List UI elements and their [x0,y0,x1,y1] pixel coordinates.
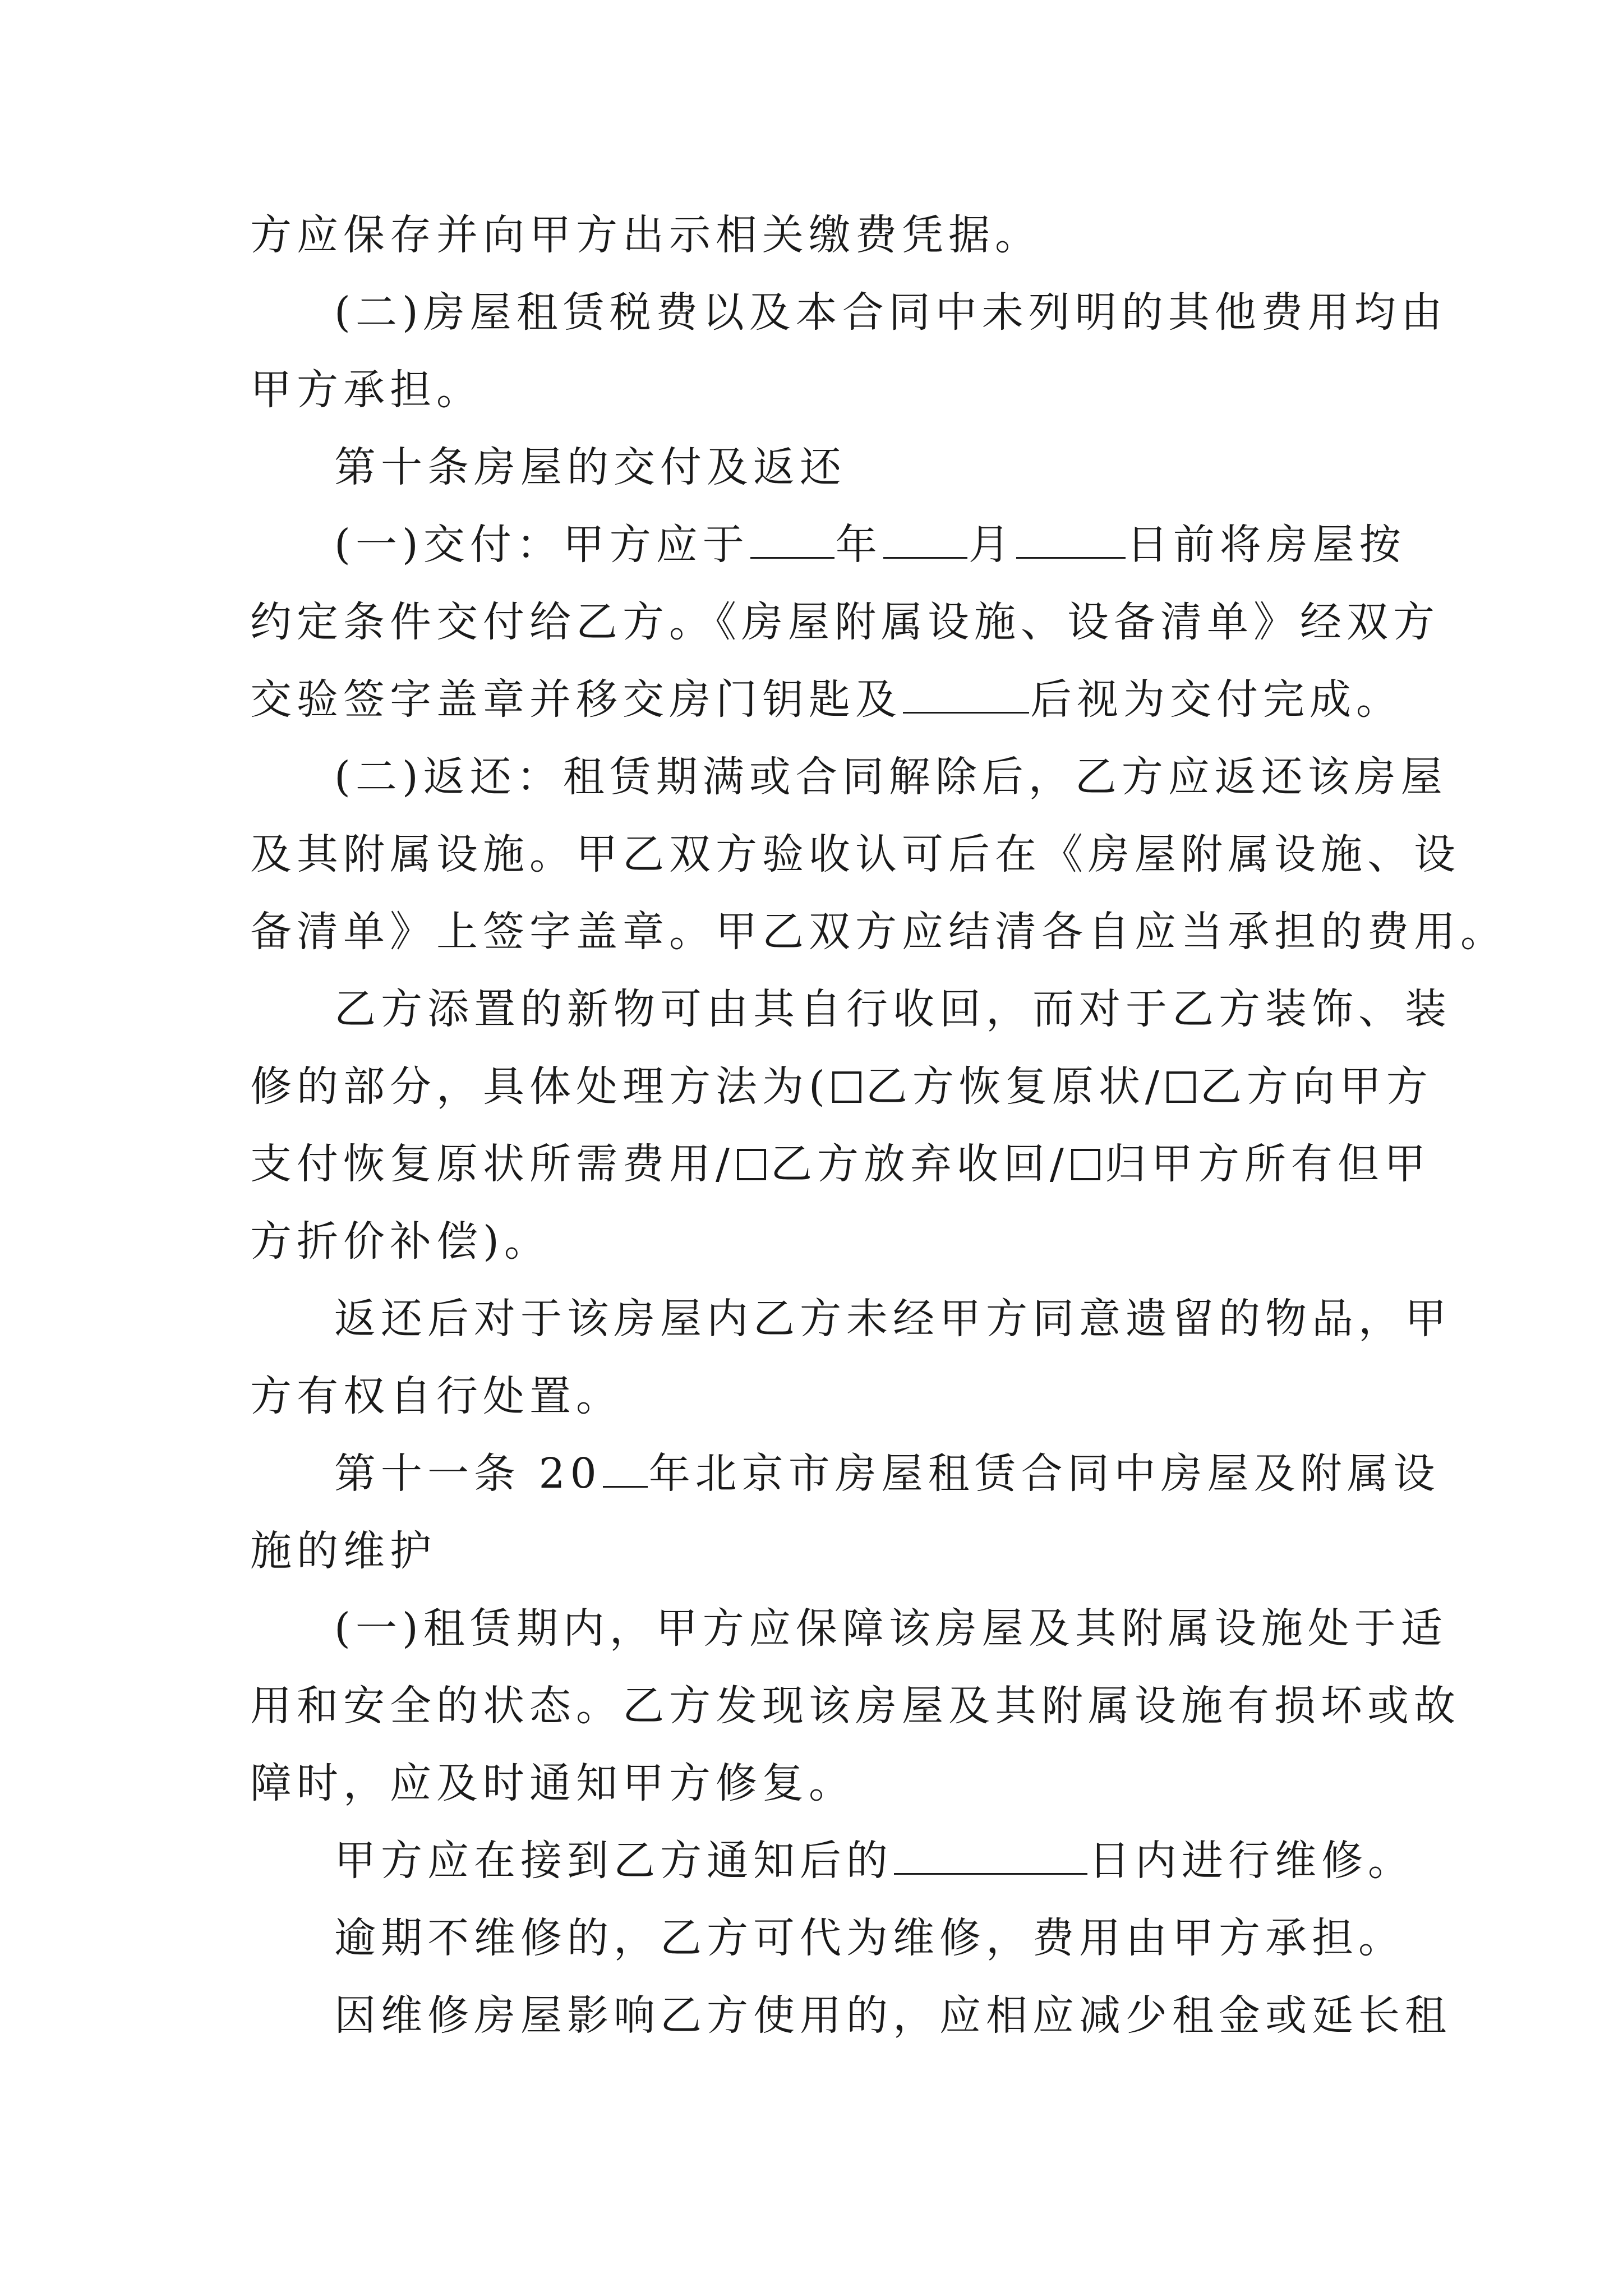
text-line: 因维修房屋影响乙方使用的，应相应减少租金或延长租 [334,1991,1451,2040]
text-segment: 第十一条 20 [334,1450,602,1498]
text-line: 甲方承担。 [250,366,483,414]
text-segment: 乙方向甲方 [1200,1062,1433,1111]
text-line: 方应保存并向甲方出示相关缴费凭据。 [250,211,1041,259]
text-segment: 甲方应在接到乙方通知后的 [334,1837,893,1885]
text-line: 方有权自行处置。 [250,1372,623,1420]
text-line: 用和安全的状态。乙方发现该房屋及其附属设施有损坏或故 [250,1682,1460,1730]
text-segment: 支付恢复原状所需费用/ [250,1140,735,1188]
text-segment: 年北京市房屋租赁合同中房屋及附属设 [648,1450,1440,1498]
section-heading [250,1435,1440,1512]
text-segment: 年 [835,521,882,569]
text-line: 备清单》上签字盖章。甲乙双方应结清各自应当承担的费用。 [250,908,1507,956]
text-line: 施的维护 [250,1527,436,1575]
fill-blank [1016,521,1126,559]
text-line: (二)返还：租赁期满或合同解除后，乙方应返还该房屋 [334,753,1447,801]
text-line: 及其附属设施。甲乙双方验收认可后在《房屋附属设施、设 [250,830,1460,878]
text-line: 方折价补偿)。 [250,1217,551,1266]
checkbox-icon [1071,1149,1100,1180]
fill-blank [750,521,834,559]
text-segment: 乙方恢复原状/ [865,1062,1164,1111]
text-segment: 交验签字盖章并移交房门钥匙及 [250,675,902,724]
text-segment: 后视为交付完成。 [1030,675,1403,724]
checkbox-icon [1166,1071,1196,1103]
text-segment: 日内进行维修。 [1089,1837,1414,1885]
text-line: (二)房屋租赁税费以及本合同中未列明的其他费用均由 [334,288,1447,337]
text-line: 逾期不维修的，乙方可代为维修，费用由甲方承担。 [334,1914,1405,1962]
text-line [250,1822,1414,1899]
text-line: 乙方添置的新物可由其自行收回，而对于乙方装饰、装 [334,985,1451,1033]
text-segment: 月 [968,521,1015,569]
fill-blank [603,1450,648,1488]
text-line [250,1048,1433,1125]
fill-blank [883,521,967,559]
text-segment: 乙方放弃收回/ [770,1140,1069,1188]
text-line: 障时，应及时通知甲方修复。 [250,1759,855,1807]
text-segment: 归甲方所有但甲 [1104,1140,1431,1188]
text-segment: (一)交付：甲方应于 [334,521,749,569]
text-line [250,506,1406,583]
text-line [250,1125,1431,1203]
text-line [250,661,1403,738]
text-segment: 日前将房屋按 [1126,521,1406,569]
fill-blank [903,676,1029,714]
text-line: 约定条件交付给乙方。《房屋附属设施、设备清单》经双方 [250,598,1440,646]
fill-blank [894,1837,1087,1875]
section-heading: 第十条房屋的交付及返还 [334,443,846,491]
checkbox-icon [832,1071,861,1103]
checkbox-icon [737,1149,766,1180]
text-line: 返还后对于该房屋内乙方未经甲方同意遗留的物品，甲 [334,1295,1451,1343]
contract-text [250,196,1507,2054]
text-line: (一)租赁期内，甲方应保障该房屋及其附属设施处于适 [334,1604,1447,1653]
text-segment: 修的部分，具体处理方法为( [250,1062,830,1111]
